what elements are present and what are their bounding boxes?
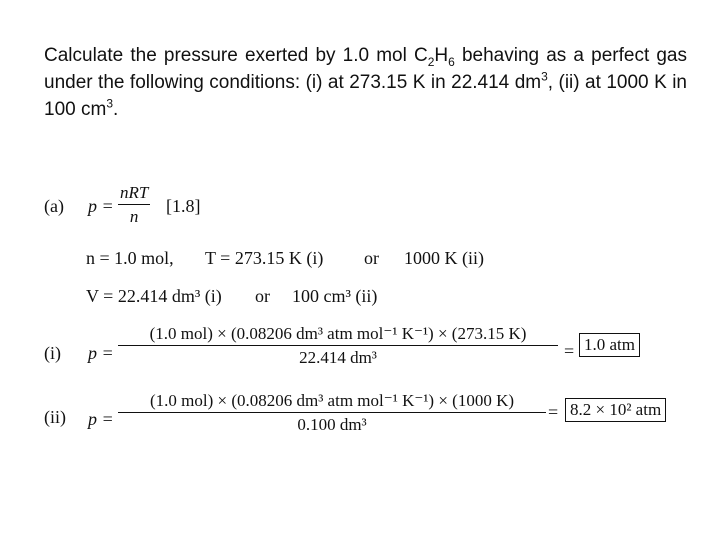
part-i-result: 1.0 atm bbox=[579, 333, 640, 357]
part-ii-result: 8.2 × 10² atm bbox=[565, 398, 666, 422]
part-a-lhs: p = bbox=[88, 196, 114, 216]
part-a-label: (a) bbox=[44, 196, 64, 216]
v-value: V = 22.414 dm³ (i) bbox=[86, 286, 222, 306]
question-part: behaving as a perfect gas under the following conditions: (i) at 273.15 K in 22.414 dm bbox=[44, 45, 688, 93]
superscript: 3 bbox=[106, 96, 113, 111]
part-i-lhs: p = bbox=[88, 343, 114, 363]
part-a-denominator: n bbox=[118, 204, 150, 227]
t-alternate: 1000 K (ii) bbox=[404, 248, 484, 268]
part-ii-label: (ii) bbox=[44, 407, 66, 427]
equals-sign: = bbox=[564, 341, 575, 361]
question-text bbox=[44, 42, 687, 123]
question-part: . bbox=[113, 99, 119, 120]
part-a-numerator: nRT bbox=[120, 183, 149, 202]
superscript: 3 bbox=[541, 69, 548, 84]
part-ii-numerator: (1.0 mol) × (0.08206 dm³ atm mol⁻¹ K⁻¹) × (1000 K) bbox=[149, 391, 515, 410]
or-word: or bbox=[364, 248, 379, 268]
part-ii-fraction bbox=[118, 391, 546, 435]
n-value: n = 1.0 mol, bbox=[86, 248, 174, 268]
subscript: 6 bbox=[448, 54, 455, 69]
part-a-fraction bbox=[118, 183, 150, 227]
subscript: 2 bbox=[427, 54, 435, 69]
part-i-label: (i) bbox=[44, 343, 61, 363]
part-ii-lhs: p = bbox=[88, 409, 114, 429]
question-part: Calculate the pressure exerted by 1.0 mol C bbox=[44, 45, 428, 66]
question-part: H bbox=[434, 45, 449, 66]
equation-reference: [1.8] bbox=[166, 196, 201, 216]
v-alternate: 100 cm³ (ii) bbox=[292, 286, 378, 306]
part-i-denominator: 22.414 dm³ bbox=[118, 345, 558, 368]
or-word: or bbox=[255, 286, 270, 306]
part-i-fraction bbox=[118, 324, 558, 368]
part-ii-denominator: 0.100 dm³ bbox=[118, 412, 546, 435]
t-value: T = 273.15 K (i) bbox=[205, 248, 324, 268]
equals-sign: = bbox=[548, 402, 559, 422]
part-i-numerator: (1.0 mol) × (0.08206 dm³ atm mol⁻¹ K⁻¹) × (273.15 K) bbox=[149, 324, 527, 343]
question-part: , (ii) at 1000 K in 100 cm bbox=[44, 72, 687, 120]
